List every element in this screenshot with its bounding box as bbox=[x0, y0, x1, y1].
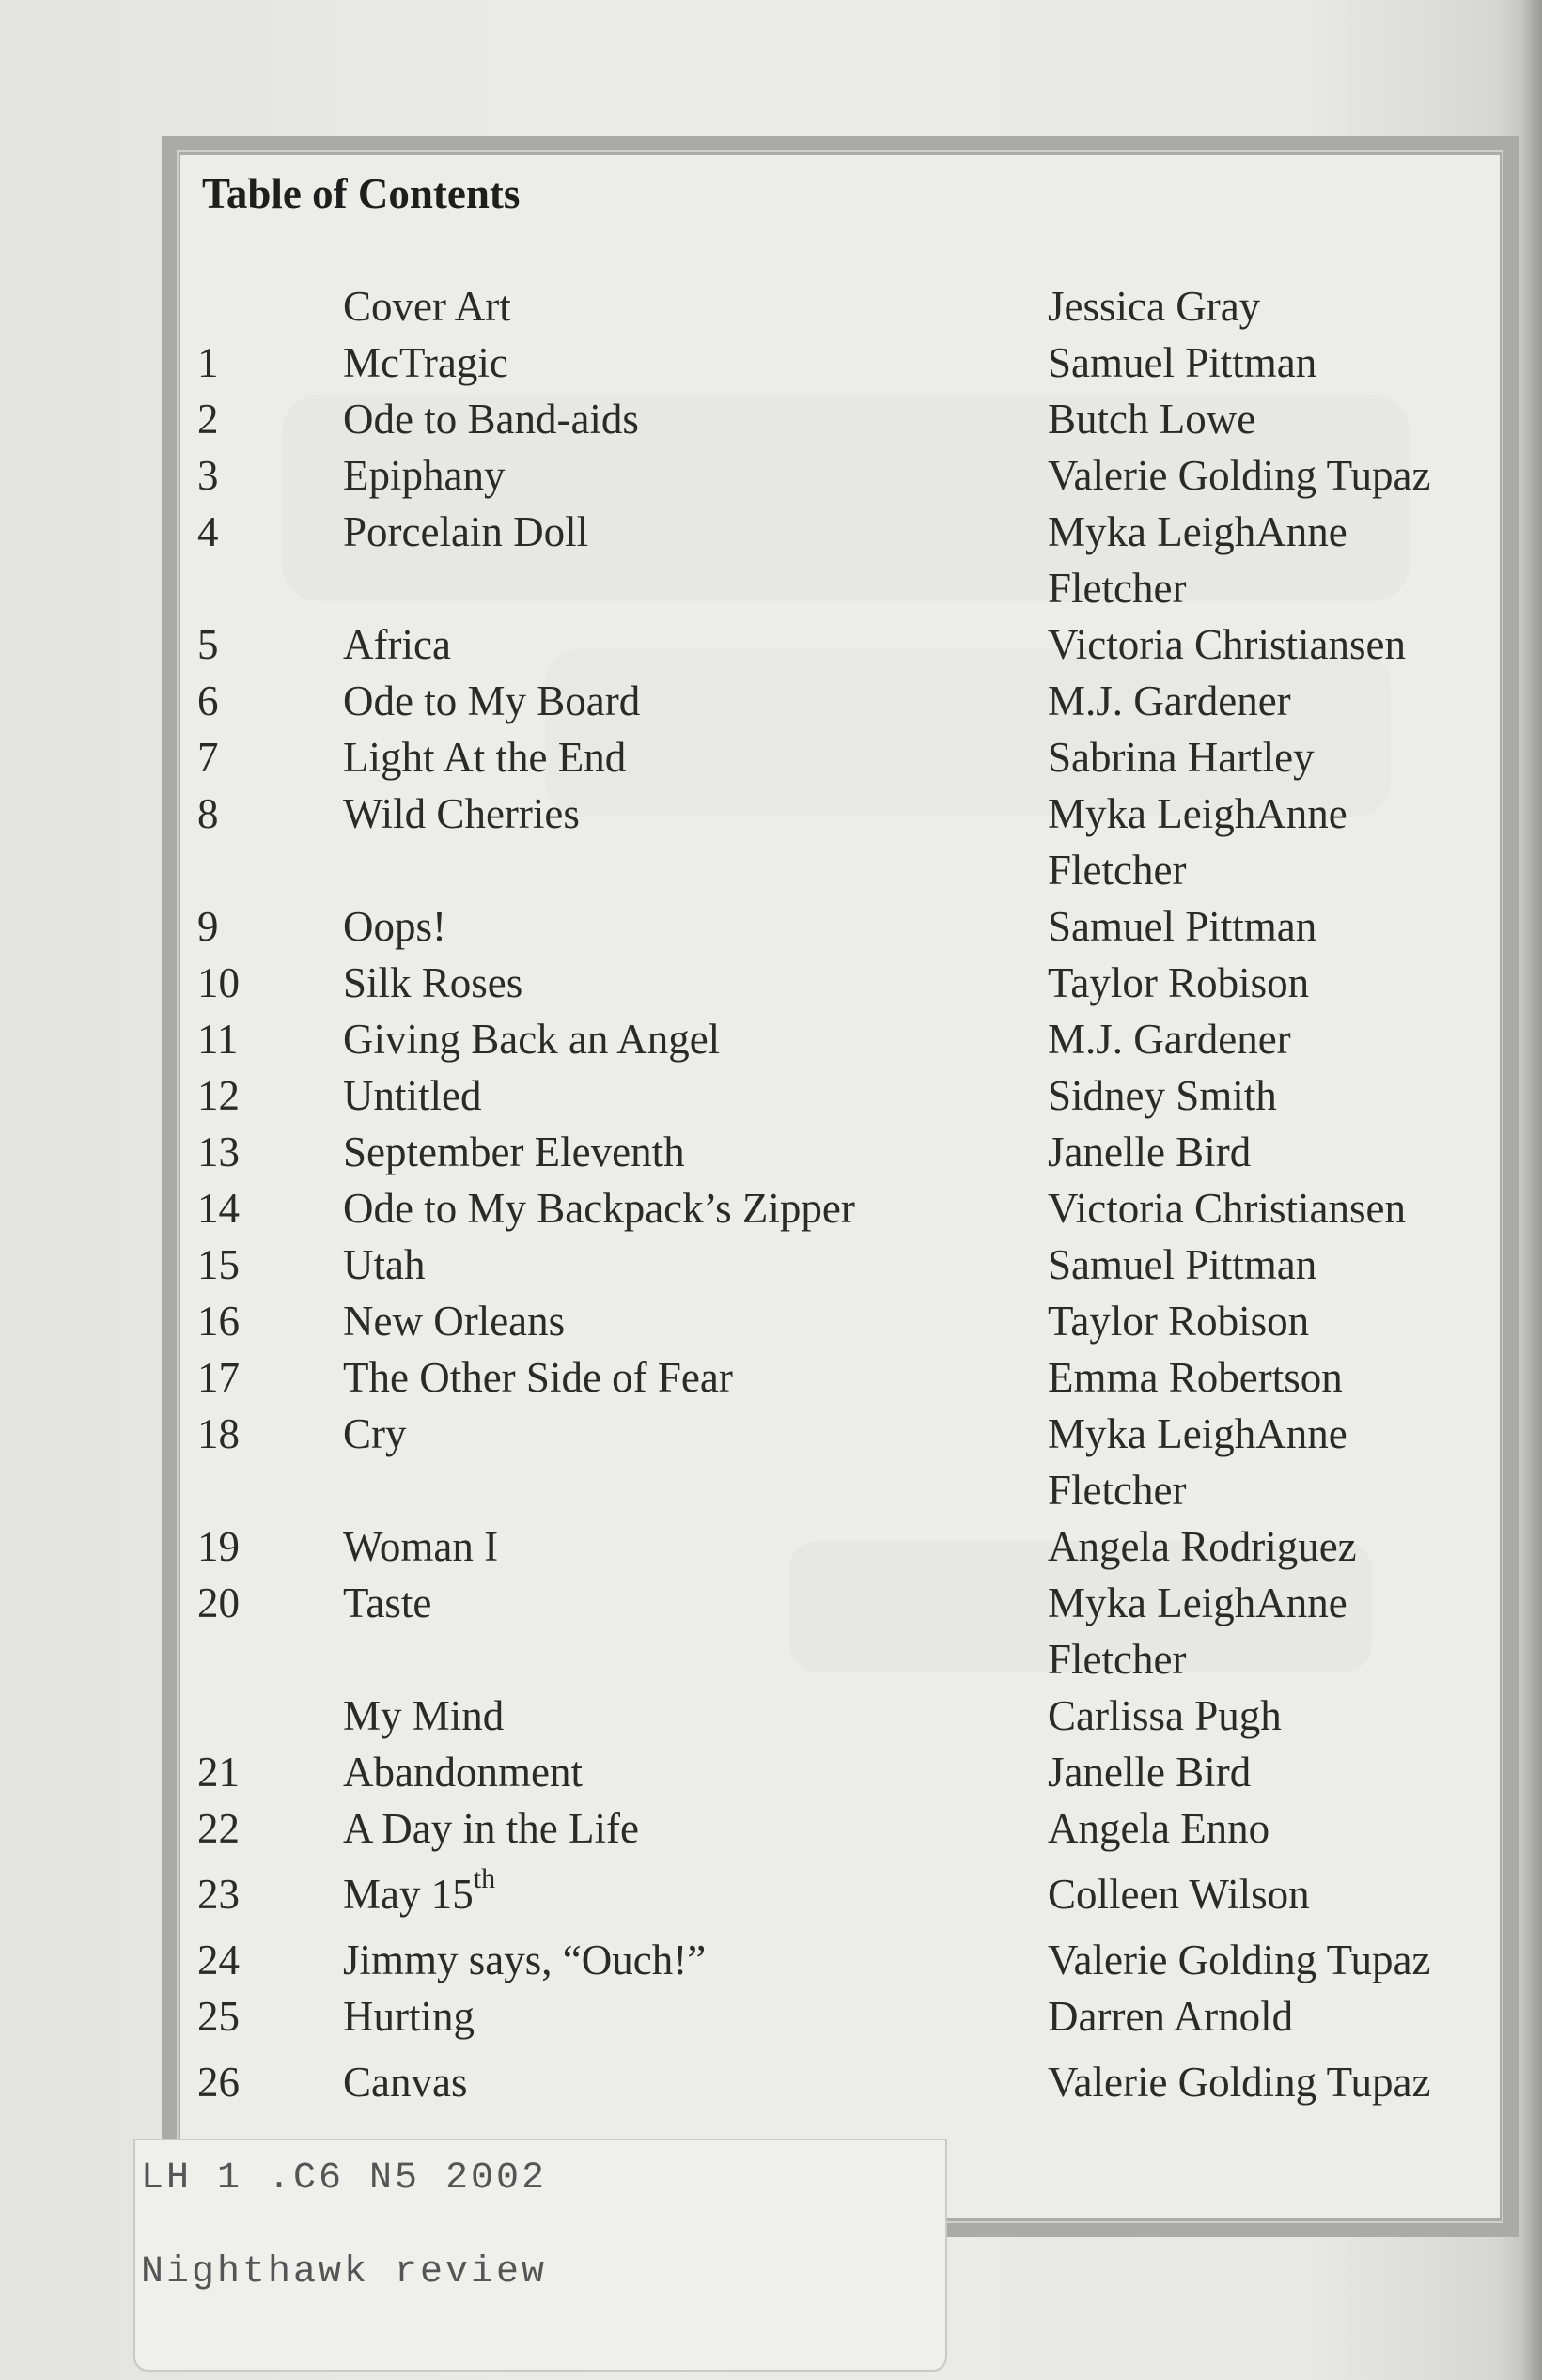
page-number: 6 bbox=[197, 677, 219, 724]
author-name: Valerie Golding Tupaz bbox=[1048, 1937, 1431, 1983]
work-title: Abandonment bbox=[343, 1749, 583, 1796]
author-name: Taylor Robison bbox=[1048, 1298, 1310, 1345]
page-number: 14 bbox=[197, 1185, 240, 1232]
author-name: Myka LeighAnne Fletcher bbox=[1048, 790, 1347, 894]
toc-entry bbox=[197, 955, 1508, 1011]
page-number: 10 bbox=[197, 959, 240, 1006]
work-title: Ode to My Board bbox=[343, 677, 641, 724]
work-title: A Day in the Life bbox=[343, 1805, 639, 1852]
toc-entry bbox=[197, 1857, 1508, 1932]
work-title: Oops! bbox=[343, 903, 446, 950]
page-number: 23 bbox=[197, 1871, 240, 1918]
page-number: 20 bbox=[197, 1579, 240, 1626]
author-name: Janelle Bird bbox=[1048, 1128, 1252, 1175]
author-name: Darren Arnold bbox=[1048, 1993, 1294, 2040]
label-title: Nighthawk review bbox=[141, 2251, 548, 2294]
toc-entry bbox=[197, 673, 1508, 729]
toc-entry bbox=[197, 1237, 1508, 1293]
toc-entry bbox=[197, 1011, 1508, 1067]
page-number: 16 bbox=[197, 1298, 240, 1345]
author-name: Jessica Gray bbox=[1048, 283, 1261, 330]
toc-entry bbox=[197, 334, 1508, 391]
toc-entry bbox=[197, 1932, 1508, 1988]
author-name: Sabrina Hartley bbox=[1048, 734, 1315, 781]
toc-entry bbox=[197, 616, 1508, 673]
author-name: Valerie Golding Tupaz bbox=[1048, 2059, 1431, 2106]
page-number: 11 bbox=[197, 1016, 239, 1063]
table-of-contents bbox=[197, 278, 1508, 2120]
author-name: Butch Lowe bbox=[1048, 396, 1256, 443]
work-title: Light At the End bbox=[343, 734, 627, 781]
toc-entry bbox=[197, 1688, 1508, 1744]
work-title: Epiphany bbox=[343, 452, 506, 499]
work-title: My Mind bbox=[343, 1692, 505, 1739]
author-name: Victoria Christiansen bbox=[1048, 1185, 1406, 1232]
work-title-text: May 15 bbox=[343, 1871, 474, 1918]
author-name: Angela Enno bbox=[1048, 1805, 1270, 1852]
author-name: Janelle Bird bbox=[1048, 1749, 1252, 1796]
work-title: September Eleventh bbox=[343, 1128, 685, 1175]
author-name: Samuel Pittman bbox=[1048, 339, 1317, 386]
work-title: Utah bbox=[343, 1241, 426, 1288]
page-number: 13 bbox=[197, 1128, 240, 1175]
work-title: New Orleans bbox=[343, 1298, 566, 1345]
author-name: Myka LeighAnne Fletcher bbox=[1048, 508, 1347, 612]
work-title: Wild Cherries bbox=[343, 790, 580, 837]
work-title bbox=[343, 1857, 495, 1932]
page-number: 8 bbox=[197, 790, 219, 837]
author-name: Samuel Pittman bbox=[1048, 1241, 1317, 1288]
work-title: Ode to My Backpack’s Zipper bbox=[343, 1185, 855, 1232]
author-name: Samuel Pittman bbox=[1048, 903, 1317, 950]
author-name: M.J. Gardener bbox=[1048, 677, 1291, 724]
toc-entry bbox=[197, 1293, 1508, 1349]
page-number: 18 bbox=[197, 1410, 240, 1457]
call-number: LH 1 .C6 N5 2002 bbox=[141, 2157, 548, 2200]
author-name: Sidney Smith bbox=[1048, 1072, 1277, 1119]
toc-entry bbox=[197, 447, 1508, 504]
work-title: Canvas bbox=[343, 2059, 468, 2106]
author-name: Valerie Golding Tupaz bbox=[1048, 452, 1431, 499]
author-name: Myka LeighAnne Fletcher bbox=[1048, 1579, 1347, 1683]
page-number: 17 bbox=[197, 1354, 240, 1401]
page-number: 5 bbox=[197, 621, 219, 668]
page-number: 24 bbox=[197, 1937, 240, 1983]
toc-entry bbox=[197, 2045, 1508, 2120]
work-title: Woman I bbox=[343, 1523, 499, 1570]
author-name: Taylor Robison bbox=[1048, 959, 1310, 1006]
work-title: Taste bbox=[343, 1579, 432, 1626]
work-title: McTragic bbox=[343, 339, 508, 386]
page-number: 4 bbox=[197, 508, 219, 555]
page-number: 9 bbox=[197, 903, 219, 950]
toc-entry bbox=[197, 278, 1508, 334]
work-title: Hurting bbox=[343, 1993, 475, 2040]
toc-entry bbox=[197, 504, 1508, 616]
toc-entry bbox=[197, 1067, 1508, 1124]
toc-entry bbox=[197, 786, 1508, 898]
page-number: 22 bbox=[197, 1805, 240, 1852]
work-title: Silk Roses bbox=[343, 959, 523, 1006]
toc-entry bbox=[197, 391, 1508, 447]
work-title: Africa bbox=[343, 621, 451, 668]
toc-entry bbox=[197, 1180, 1508, 1237]
author-name: M.J. Gardener bbox=[1048, 1016, 1291, 1063]
work-title: Ode to Band-aids bbox=[343, 396, 639, 443]
work-title: The Other Side of Fear bbox=[343, 1354, 733, 1401]
toc-entry bbox=[197, 1575, 1508, 1688]
author-name: Emma Robertson bbox=[1048, 1354, 1343, 1401]
page-number: 7 bbox=[197, 734, 219, 781]
toc-entry bbox=[197, 1800, 1508, 1857]
work-title: Cry bbox=[343, 1410, 407, 1457]
author-name: Victoria Christiansen bbox=[1048, 621, 1406, 668]
ordinal-suffix: th bbox=[473, 1863, 496, 1894]
toc-entry bbox=[197, 1988, 1508, 2045]
page-number: 1 bbox=[197, 339, 219, 386]
work-title: Porcelain Doll bbox=[343, 508, 589, 555]
page-number: 25 bbox=[197, 1993, 240, 2040]
page-number: 15 bbox=[197, 1241, 240, 1288]
page-number: 2 bbox=[197, 396, 219, 443]
work-title: Giving Back an Angel bbox=[343, 1016, 721, 1063]
toc-entry bbox=[197, 1349, 1508, 1406]
toc-entry bbox=[197, 729, 1508, 786]
author-name: Colleen Wilson bbox=[1048, 1871, 1310, 1918]
page-number: 12 bbox=[197, 1072, 240, 1119]
page-number: 3 bbox=[197, 452, 219, 499]
page-number: 19 bbox=[197, 1523, 240, 1570]
page-title: Table of Contents bbox=[202, 170, 521, 217]
toc-entry bbox=[197, 1744, 1508, 1800]
spine-shadow bbox=[1521, 0, 1542, 2380]
toc-entry bbox=[197, 1406, 1508, 1518]
toc-entry bbox=[197, 898, 1508, 955]
work-title: Untitled bbox=[343, 1072, 482, 1119]
work-title: Cover Art bbox=[343, 283, 511, 330]
page-number: 21 bbox=[197, 1749, 240, 1796]
author-name: Carlissa Pugh bbox=[1048, 1692, 1282, 1739]
author-name: Myka LeighAnne Fletcher bbox=[1048, 1410, 1347, 1514]
toc-entry bbox=[197, 1518, 1508, 1575]
work-title: Jimmy says, “Ouch!” bbox=[343, 1937, 707, 1983]
author-name: Angela Rodriguez bbox=[1048, 1523, 1357, 1570]
toc-entry bbox=[197, 1124, 1508, 1180]
page-number: 26 bbox=[197, 2059, 240, 2106]
